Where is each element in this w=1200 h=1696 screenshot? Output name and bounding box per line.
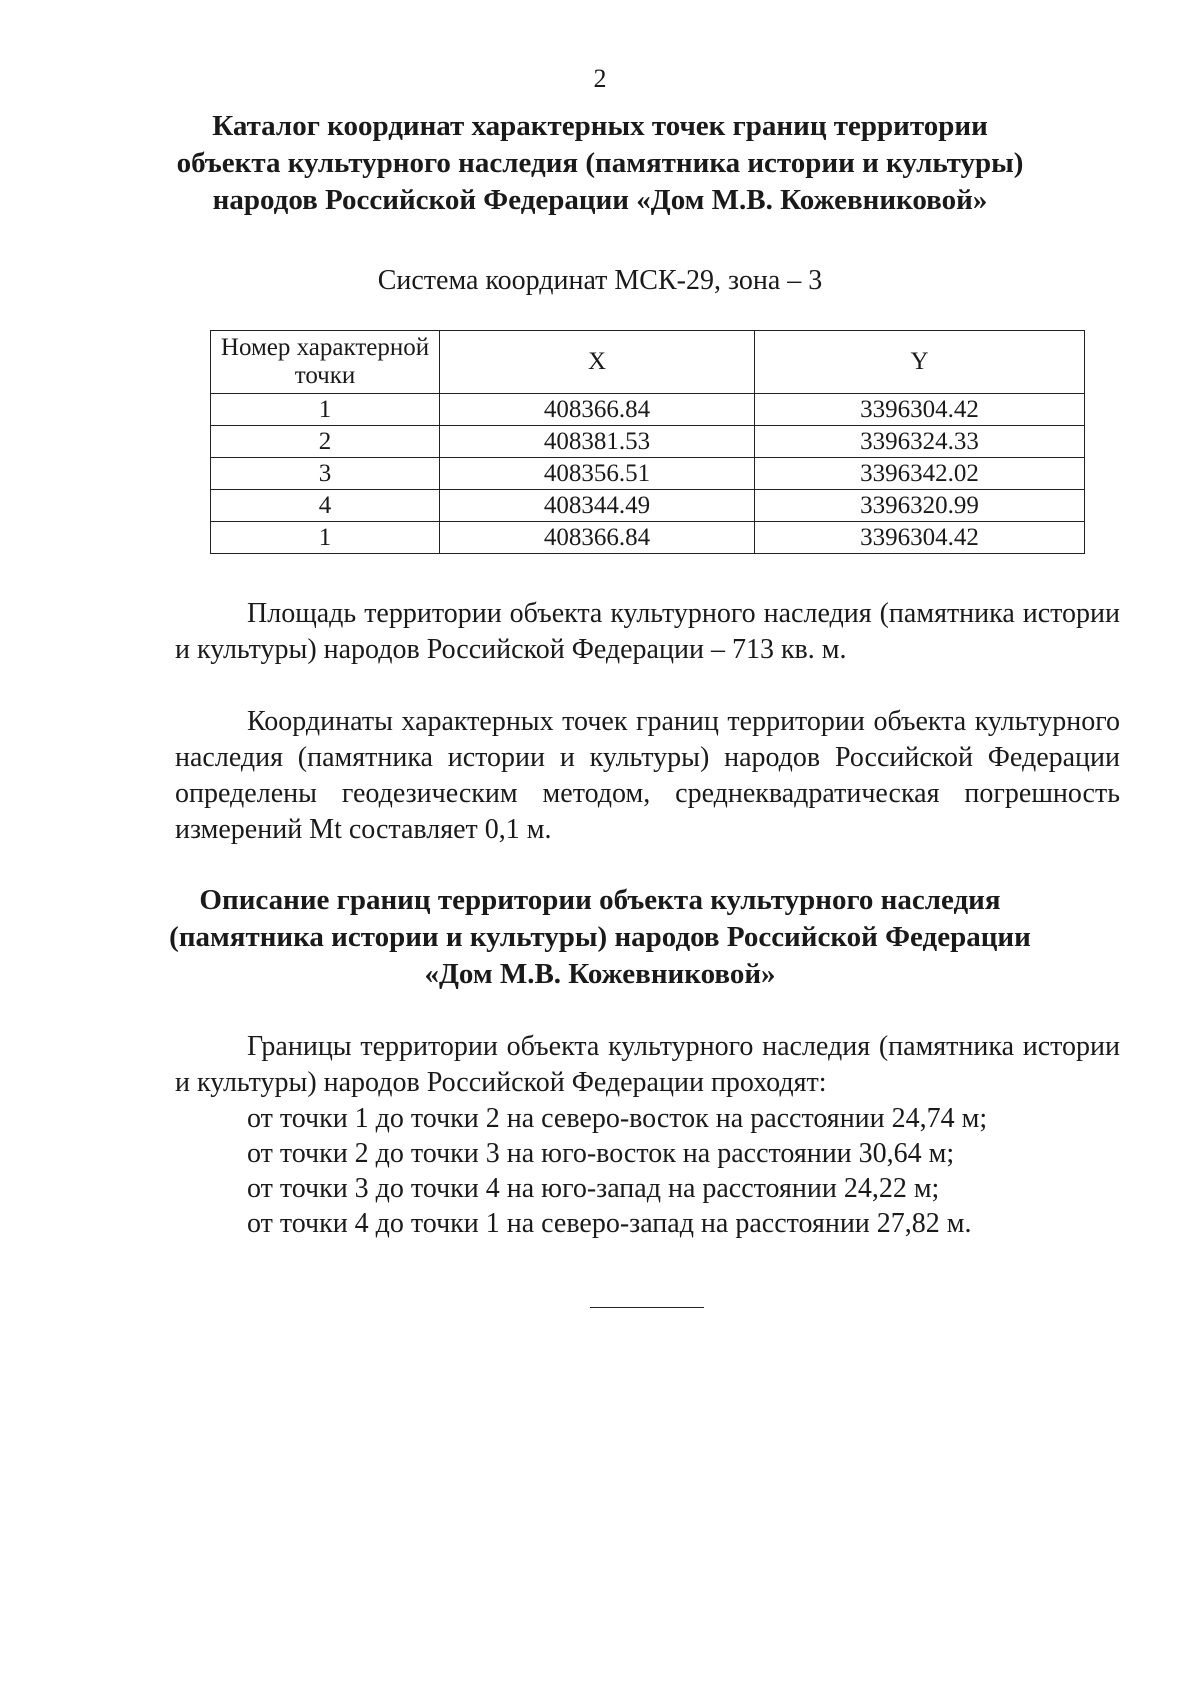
area-paragraph bbox=[175, 596, 1120, 668]
header-x: X bbox=[440, 331, 755, 394]
table-row bbox=[211, 490, 1085, 522]
cell-point-number: 1 bbox=[211, 394, 440, 426]
cell-x: 408344.49 bbox=[440, 490, 755, 522]
header-point-number: Номер характерной точки bbox=[211, 331, 440, 394]
cell-x: 408356.51 bbox=[440, 458, 755, 490]
table-row bbox=[211, 394, 1085, 426]
cell-point-number: 1 bbox=[211, 522, 440, 554]
description-title-line: (памятника истории и культуры) народов Российской Федерации bbox=[169, 921, 1031, 953]
page-number: 2 bbox=[593, 64, 607, 93]
header-y: Y bbox=[755, 331, 1085, 394]
cell-x: 408366.84 bbox=[440, 522, 755, 554]
cell-y: 3396304.42 bbox=[755, 522, 1085, 554]
catalog-title-line: народов Российской Федерации «Дом М.В. Кожевниковой» bbox=[212, 184, 988, 216]
cell-point-number: 3 bbox=[211, 458, 440, 490]
table-row bbox=[211, 458, 1085, 490]
borders-intro-paragraph bbox=[175, 1029, 1120, 1101]
list-item: от точки 4 до точки 1 на северо-запад на расстоянии 27,82 м. bbox=[247, 1208, 972, 1239]
area-paragraph-text: Площадь территории объекта культурного наследия (памятника истории и культуры) народов Российской Федерации – 713 кв. м. bbox=[175, 598, 1120, 665]
cell-point-number: 4 bbox=[211, 490, 440, 522]
catalog-title-line: Каталог координат характерных точек границ территории bbox=[212, 110, 988, 142]
list-item: от точки 1 до точки 2 на северо-восток на расстоянии 24,74 м; bbox=[247, 1103, 988, 1134]
list-item: от точки 3 до точки 4 на юго-запад на расстоянии 24,22 м; bbox=[247, 1173, 940, 1204]
description-title bbox=[150, 882, 1050, 993]
method-paragraph bbox=[175, 704, 1120, 848]
coordinates-table bbox=[210, 330, 1085, 554]
cell-x: 408366.84 bbox=[440, 394, 755, 426]
cell-y: 3396304.42 bbox=[755, 394, 1085, 426]
description-title-line: «Дом М.В. Кожевниковой» bbox=[424, 958, 776, 990]
list-item: от точки 2 до точки 3 на юго-восток на расстоянии 30,64 м; bbox=[247, 1138, 955, 1169]
cell-point-number: 2 bbox=[211, 426, 440, 458]
coordinate-system-label: Система координат МСК-29, зона – 3 bbox=[377, 265, 823, 296]
cell-y: 3396342.02 bbox=[755, 458, 1085, 490]
table-header-row bbox=[211, 331, 1085, 394]
border-segments-list bbox=[247, 1101, 1147, 1241]
cell-x: 408381.53 bbox=[440, 426, 755, 458]
cell-y: 3396324.33 bbox=[755, 426, 1085, 458]
end-rule bbox=[590, 1307, 704, 1308]
table-row bbox=[211, 426, 1085, 458]
borders-intro-text: Границы территории объекта культурного наследия (памятника истории и культуры) народов Российской Федерации проходят: bbox=[175, 1031, 1120, 1098]
catalog-title-line: объекта культурного наследия (памятника истории и культуры) bbox=[176, 147, 1024, 179]
method-paragraph-text: Координаты характерных точек границ территории объекта культурного наследия (памятника истории и культуры) народов Российской Федерации определены геодезическим методом, среднеквадратическая погрешность измерений Mt составляет 0,1 м. bbox=[175, 706, 1120, 845]
description-title-line: Описание границ территории объекта культурного наследия bbox=[199, 884, 1001, 916]
table-row bbox=[211, 522, 1085, 554]
catalog-title bbox=[150, 108, 1050, 219]
cell-y: 3396320.99 bbox=[755, 490, 1085, 522]
